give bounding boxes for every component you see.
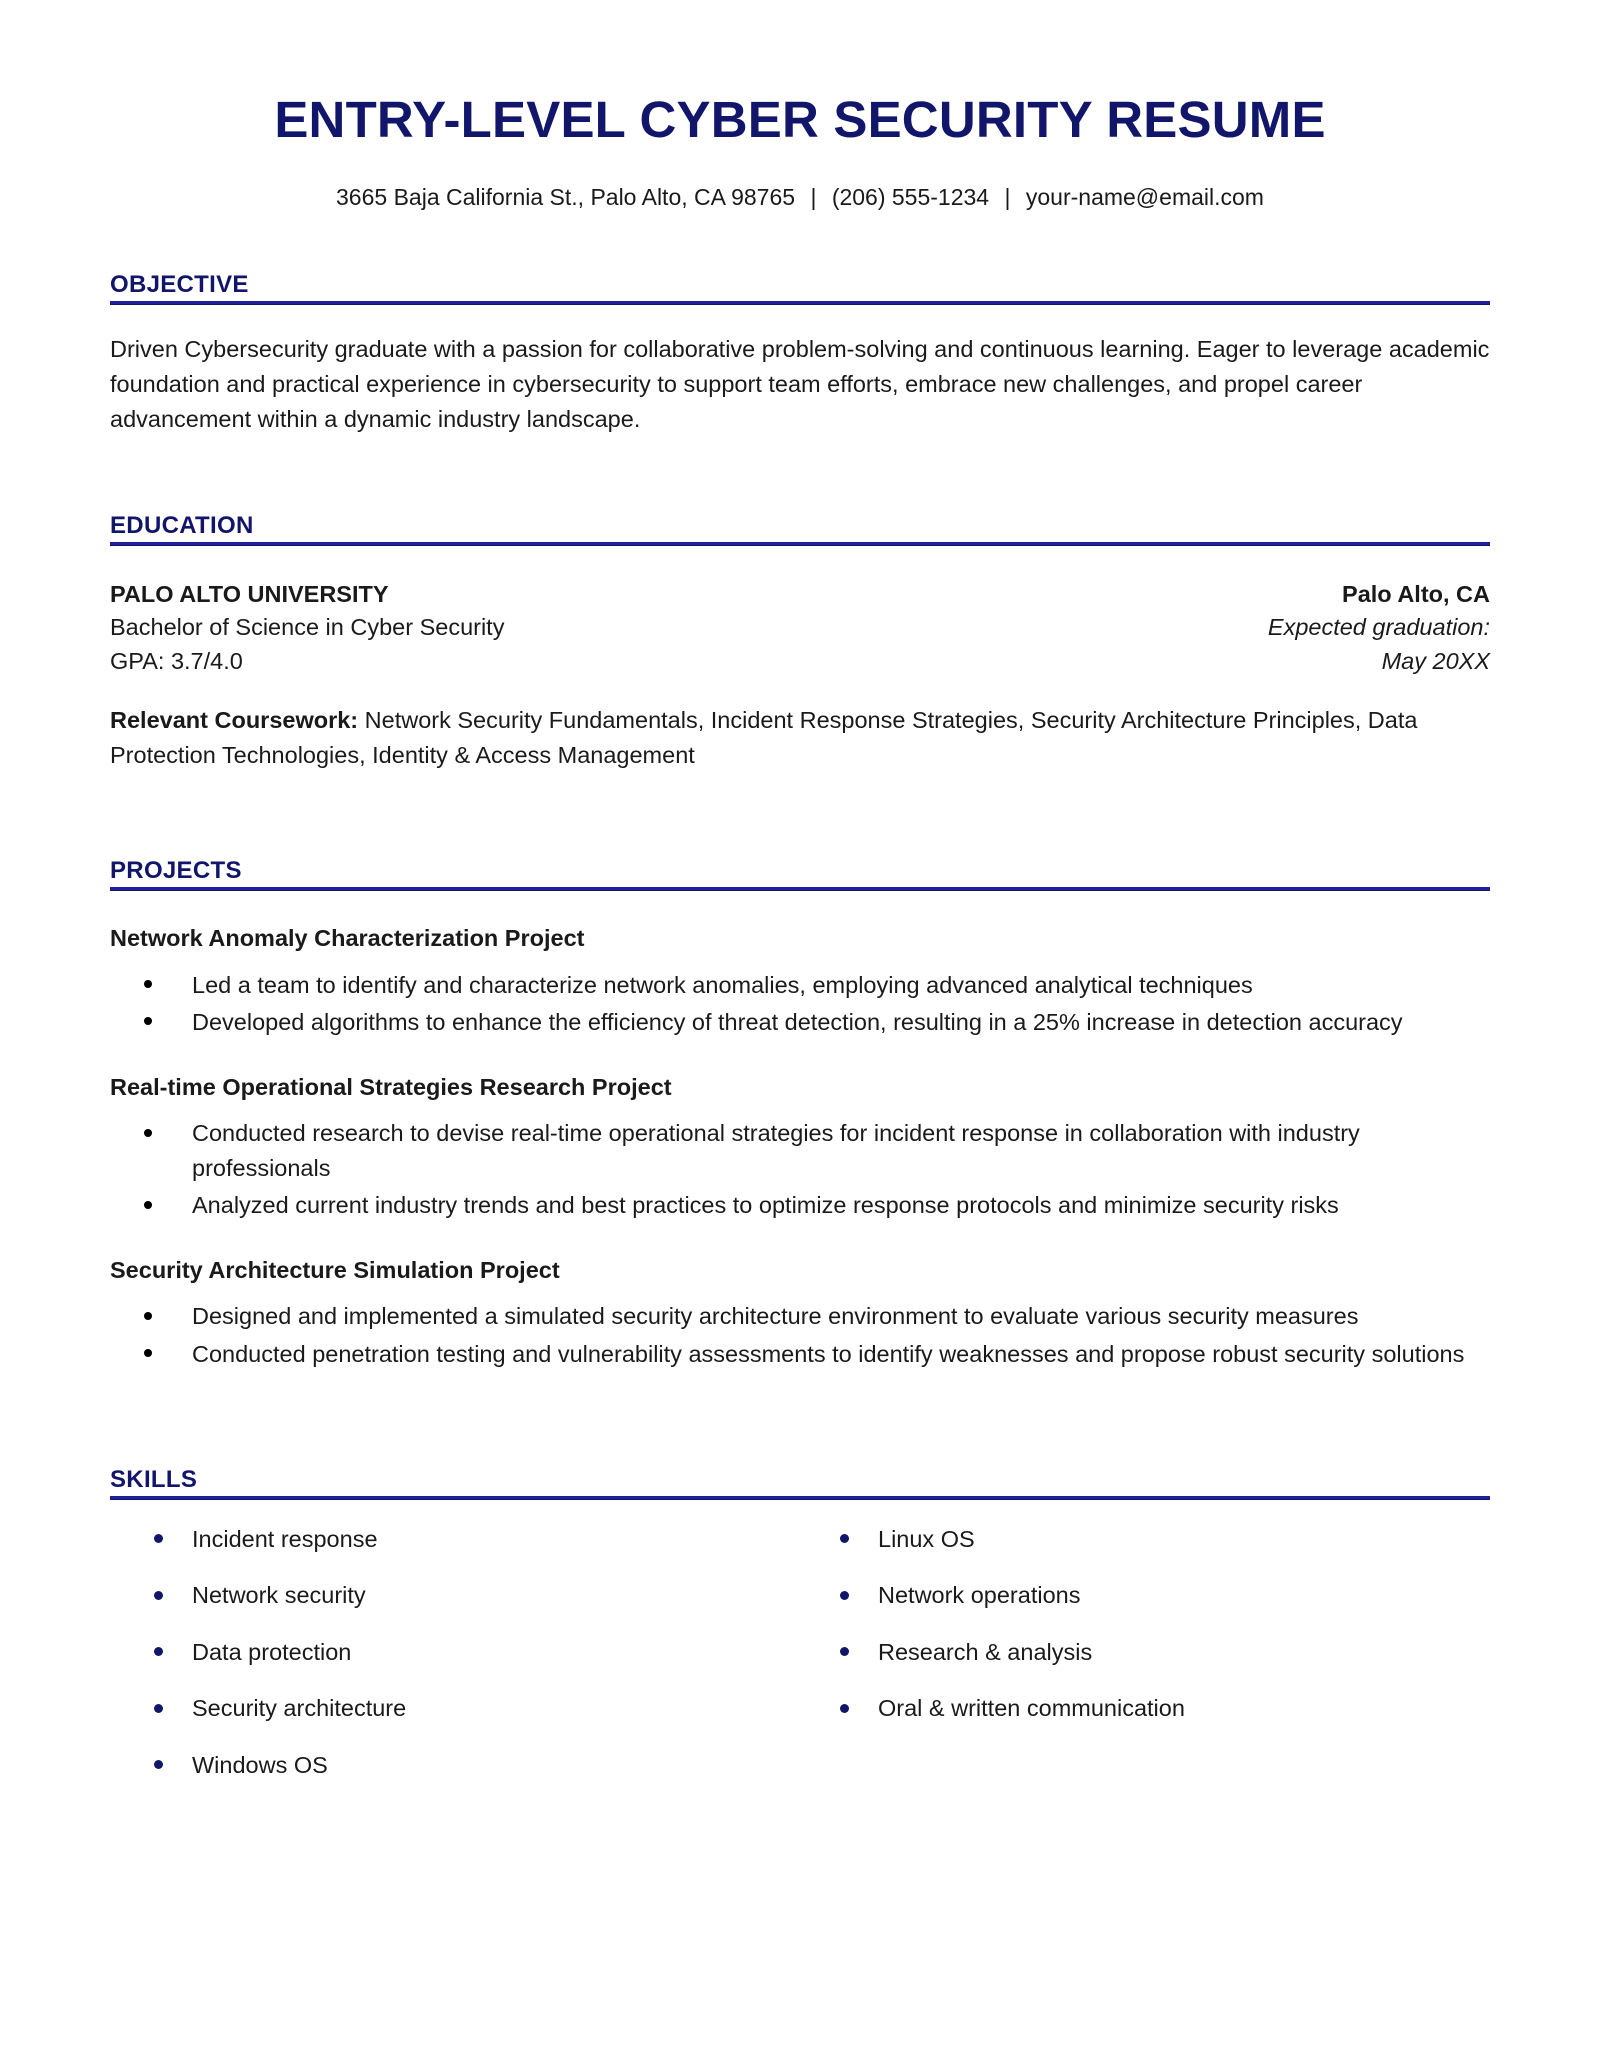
bullet-dot-icon [144, 1017, 152, 1025]
bullet-dot-icon [144, 980, 152, 988]
bullet-dot-icon [144, 1201, 152, 1209]
list-item [110, 968, 1490, 1003]
coursework-label: Relevant Coursework: [110, 707, 359, 734]
contact-line [110, 183, 1490, 213]
bullet-dot-icon [154, 1704, 163, 1713]
list-item [830, 1580, 1490, 1611]
education-graduation-label: Expected graduation: [1267, 614, 1490, 641]
bullet-dot-icon [840, 1647, 849, 1656]
section-heading-projects: PROJECTS [110, 857, 242, 885]
list-item [144, 1580, 800, 1611]
coursework-text: Network Security Fundamentals, Incident Response Strategies, Security Architecture Principles, Data Protection Technologies, Identity & Access Management [110, 707, 1418, 768]
list-item [830, 1524, 1490, 1555]
section-divider-education [110, 542, 1490, 546]
list-item [830, 1637, 1490, 1668]
bullet-text: Developed algorithms to enhance the efficiency of threat detection, resulting in a 25% increase in detection accuracy [192, 1009, 1403, 1036]
skill-text: Linux OS [878, 1525, 975, 1552]
skill-text: Network security [192, 1582, 366, 1609]
section-objective [110, 271, 1490, 436]
contact-email: your-name@email.com [1025, 183, 1264, 210]
objective-text: Driven Cybersecurity graduate with a passion for collaborative problem-solving and continuous learning. Eager to leverage academic foundation and practical experience in cybersecurity to support team efforts, embrace new challenges, and propel career advancement within a dynamic industry landscape. [110, 336, 1490, 432]
section-heading-skills: SKILLS [110, 1465, 198, 1493]
bullet-dot-icon [154, 1591, 163, 1600]
bullet-dot-icon [840, 1534, 849, 1543]
project-entry [110, 1255, 1490, 1372]
project-title: Real-time Operational Strategies Research Project [110, 1073, 672, 1100]
skill-text: Research & analysis [878, 1638, 1093, 1665]
project-bullet-list [110, 1299, 1490, 1371]
section-heading-objective: OBJECTIVE [110, 271, 249, 299]
section-heading-education: EDUCATION [110, 512, 254, 540]
section-divider-objective [110, 301, 1490, 305]
skill-text: Security architecture [192, 1695, 407, 1722]
skill-text: Incident response [192, 1525, 378, 1552]
project-bullet-list [110, 1116, 1490, 1223]
education-graduation-date: May 20XX [1381, 647, 1490, 674]
education-gpa: GPA: 3.7/4.0 [110, 647, 243, 674]
contact-phone: (206) 555-1234 [831, 183, 990, 210]
education-school-name: PALO ALTO UNIVERSITY [110, 581, 389, 608]
contact-address: 3665 Baja California St., Palo Alto, CA 98765 [336, 183, 796, 210]
bullet-dot-icon [840, 1704, 849, 1713]
education-row-degree [110, 611, 1490, 644]
skill-text: Network operations [878, 1582, 1081, 1609]
list-item [110, 1116, 1490, 1185]
bullet-text: Analyzed current industry trends and best practices to optimize response protocols and minimize security risks [192, 1192, 1339, 1219]
bullet-text: Conducted research to devise real-time operational strategies for incident response in collaboration with industry professionals [192, 1120, 1360, 1181]
education-location: Palo Alto, CA [1342, 581, 1490, 608]
bullet-dot-icon [840, 1591, 849, 1600]
list-item [144, 1524, 800, 1555]
contact-separator-1: | [810, 183, 817, 210]
project-title: Network Anomaly Characterization Project [110, 925, 585, 952]
skills-column-right [800, 1524, 1490, 1807]
project-entry [110, 1072, 1490, 1223]
education-degree: Bachelor of Science in Cyber Security [110, 614, 505, 641]
section-projects [110, 857, 1490, 1371]
bullet-dot-icon [144, 1349, 152, 1357]
list-item [110, 1299, 1490, 1334]
bullet-dot-icon [144, 1312, 152, 1320]
skills-column-left [110, 1524, 800, 1807]
education-coursework [110, 703, 1490, 772]
bullet-dot-icon [144, 1129, 152, 1137]
bullet-text: Led a team to identify and characterize network anomalies, employing advanced analytical techniques [192, 971, 1253, 998]
bullet-dot-icon [154, 1647, 163, 1656]
list-item [144, 1693, 800, 1724]
list-item [110, 1337, 1490, 1372]
project-entry [110, 923, 1490, 1040]
skills-columns [110, 1524, 1490, 1807]
education-row-gpa [110, 645, 1490, 678]
list-item [110, 1005, 1490, 1040]
contact-separator-2: | [1004, 183, 1011, 210]
section-divider-projects [110, 887, 1490, 891]
skill-list-left [144, 1524, 800, 1781]
bullet-text: Conducted penetration testing and vulnerability assessments to identify weaknesses and propose robust security solutions [192, 1341, 1465, 1367]
bullet-dot-icon [154, 1534, 163, 1543]
project-title: Security Architecture Simulation Project [110, 1256, 560, 1283]
list-item [144, 1750, 800, 1781]
skill-text: Data protection [192, 1638, 352, 1665]
bullet-dot-icon [154, 1760, 163, 1769]
section-skills [110, 1466, 1490, 1807]
education-entry [110, 578, 1490, 772]
page-title: ENTRY-LEVEL CYBER SECURITY RESUME [274, 91, 1326, 148]
section-education [110, 512, 1490, 772]
list-item [830, 1693, 1490, 1724]
list-item [144, 1637, 800, 1668]
skill-text: Windows OS [192, 1751, 328, 1778]
bullet-text: Designed and implemented a simulated security architecture environment to evaluate various security measures [192, 1303, 1359, 1330]
project-bullet-list [110, 968, 1490, 1040]
section-divider-skills [110, 1496, 1490, 1500]
skill-list-right [830, 1524, 1490, 1724]
education-row-school [110, 578, 1490, 611]
skill-text: Oral & written communication [878, 1695, 1185, 1722]
list-item [110, 1188, 1490, 1223]
